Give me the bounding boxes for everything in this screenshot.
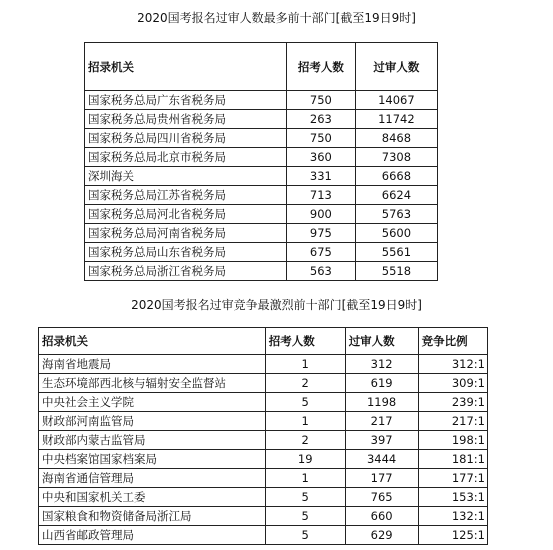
cell-approved-count: 660	[345, 507, 418, 526]
cell-agency: 国家税务总局广东省税务局	[85, 91, 287, 110]
table-row	[85, 167, 438, 186]
cell-recruit-count: 19	[265, 450, 345, 469]
departments-most-competitive-table	[38, 327, 488, 545]
cell-recruit-count: 5	[265, 507, 345, 526]
cell-approved-count: 14067	[355, 91, 437, 110]
table-row	[85, 186, 438, 205]
cell-recruit-count: 1	[265, 412, 345, 431]
cell-recruit-count: 1	[265, 469, 345, 488]
cell-competition-ratio: 309:1	[418, 374, 487, 393]
cell-recruit-count: 5	[265, 393, 345, 412]
cell-agency: 国家税务总局山东省税务局	[85, 243, 287, 262]
cell-agency: 中央和国家机关工委	[39, 488, 266, 507]
header-approved-count: 过审人数	[355, 43, 437, 91]
cell-approved-count: 765	[345, 488, 418, 507]
table-row	[39, 507, 488, 526]
cell-agency: 山西省邮政管理局	[39, 526, 266, 545]
cell-agency: 中央档案馆国家档案局	[39, 450, 266, 469]
cell-agency: 深圳海关	[85, 167, 287, 186]
cell-approved-count: 3444	[345, 450, 418, 469]
cell-approved-count: 8468	[355, 129, 437, 148]
cell-competition-ratio: 153:1	[418, 488, 487, 507]
cell-agency: 财政部河南监管局	[39, 412, 266, 431]
table-row	[85, 205, 438, 224]
table-row	[39, 488, 488, 507]
cell-recruit-count: 2	[265, 431, 345, 450]
table-row	[39, 431, 488, 450]
cell-competition-ratio: 239:1	[418, 393, 487, 412]
table-row	[39, 355, 488, 374]
cell-recruit-count: 975	[286, 224, 355, 243]
table-row	[85, 91, 438, 110]
cell-approved-count: 5518	[355, 262, 437, 281]
cell-competition-ratio: 217:1	[418, 412, 487, 431]
cell-approved-count: 629	[345, 526, 418, 545]
cell-recruit-count: 5	[265, 488, 345, 507]
table-row	[39, 450, 488, 469]
table-row	[39, 374, 488, 393]
cell-recruit-count: 263	[286, 110, 355, 129]
table-header-row	[85, 43, 438, 91]
departments-most-approved-table	[84, 42, 438, 281]
cell-agency: 国家税务总局河北省税务局	[85, 205, 287, 224]
cell-recruit-count: 360	[286, 148, 355, 167]
table-row	[39, 393, 488, 412]
header-competition-ratio: 竞争比例	[418, 328, 487, 355]
cell-agency: 国家税务总局四川省税务局	[85, 129, 287, 148]
table-row	[39, 412, 488, 431]
cell-approved-count: 11742	[355, 110, 437, 129]
header-approved-count: 过审人数	[345, 328, 418, 355]
header-agency: 招录机关	[39, 328, 266, 355]
table-row	[85, 243, 438, 262]
cell-agency: 财政部内蒙古监管局	[39, 431, 266, 450]
cell-agency: 海南省地震局	[39, 355, 266, 374]
cell-recruit-count: 675	[286, 243, 355, 262]
cell-approved-count: 5561	[355, 243, 437, 262]
cell-approved-count: 6668	[355, 167, 437, 186]
cell-recruit-count: 750	[286, 129, 355, 148]
cell-competition-ratio: 181:1	[418, 450, 487, 469]
cell-recruit-count: 750	[286, 91, 355, 110]
cell-agency: 国家税务总局河南省税务局	[85, 224, 287, 243]
cell-agency: 国家税务总局北京市税务局	[85, 148, 287, 167]
cell-recruit-count: 713	[286, 186, 355, 205]
table-row	[85, 262, 438, 281]
cell-recruit-count: 5	[265, 526, 345, 545]
cell-competition-ratio: 177:1	[418, 469, 487, 488]
table-row	[85, 148, 438, 167]
cell-competition-ratio: 312:1	[418, 355, 487, 374]
cell-agency: 中央社会主义学院	[39, 393, 266, 412]
table-row	[85, 129, 438, 148]
cell-agency: 国家粮食和物资储备局浙江局	[39, 507, 266, 526]
cell-approved-count: 177	[345, 469, 418, 488]
cell-recruit-count: 900	[286, 205, 355, 224]
cell-competition-ratio: 198:1	[418, 431, 487, 450]
cell-agency: 海南省通信管理局	[39, 469, 266, 488]
header-agency: 招录机关	[85, 43, 287, 91]
cell-competition-ratio: 132:1	[418, 507, 487, 526]
cell-agency: 国家税务总局江苏省税务局	[85, 186, 287, 205]
header-recruit-count: 招考人数	[265, 328, 345, 355]
cell-competition-ratio: 125:1	[418, 526, 487, 545]
table2-title: 2020国考报名过审竞争最激烈前十部门[截至19日9时]	[131, 298, 422, 312]
cell-agency: 国家税务总局浙江省税务局	[85, 262, 287, 281]
table-row	[85, 224, 438, 243]
cell-agency: 国家税务总局贵州省税务局	[85, 110, 287, 129]
header-recruit-count: 招考人数	[286, 43, 355, 91]
cell-approved-count: 5763	[355, 205, 437, 224]
cell-approved-count: 619	[345, 374, 418, 393]
table-row	[39, 526, 488, 545]
cell-approved-count: 312	[345, 355, 418, 374]
cell-approved-count: 5600	[355, 224, 437, 243]
cell-approved-count: 7308	[355, 148, 437, 167]
cell-recruit-count: 331	[286, 167, 355, 186]
cell-approved-count: 6624	[355, 186, 437, 205]
cell-approved-count: 217	[345, 412, 418, 431]
cell-agency: 生态环境部西北核与辐射安全监督站	[39, 374, 266, 393]
cell-recruit-count: 2	[265, 374, 345, 393]
table-header-row	[39, 328, 488, 355]
table-row	[39, 469, 488, 488]
table-row	[85, 110, 438, 129]
cell-recruit-count: 1	[265, 355, 345, 374]
cell-approved-count: 1198	[345, 393, 418, 412]
cell-recruit-count: 563	[286, 262, 355, 281]
table1-title: 2020国考报名过审人数最多前十部门[截至19日9时]	[137, 11, 416, 25]
cell-approved-count: 397	[345, 431, 418, 450]
